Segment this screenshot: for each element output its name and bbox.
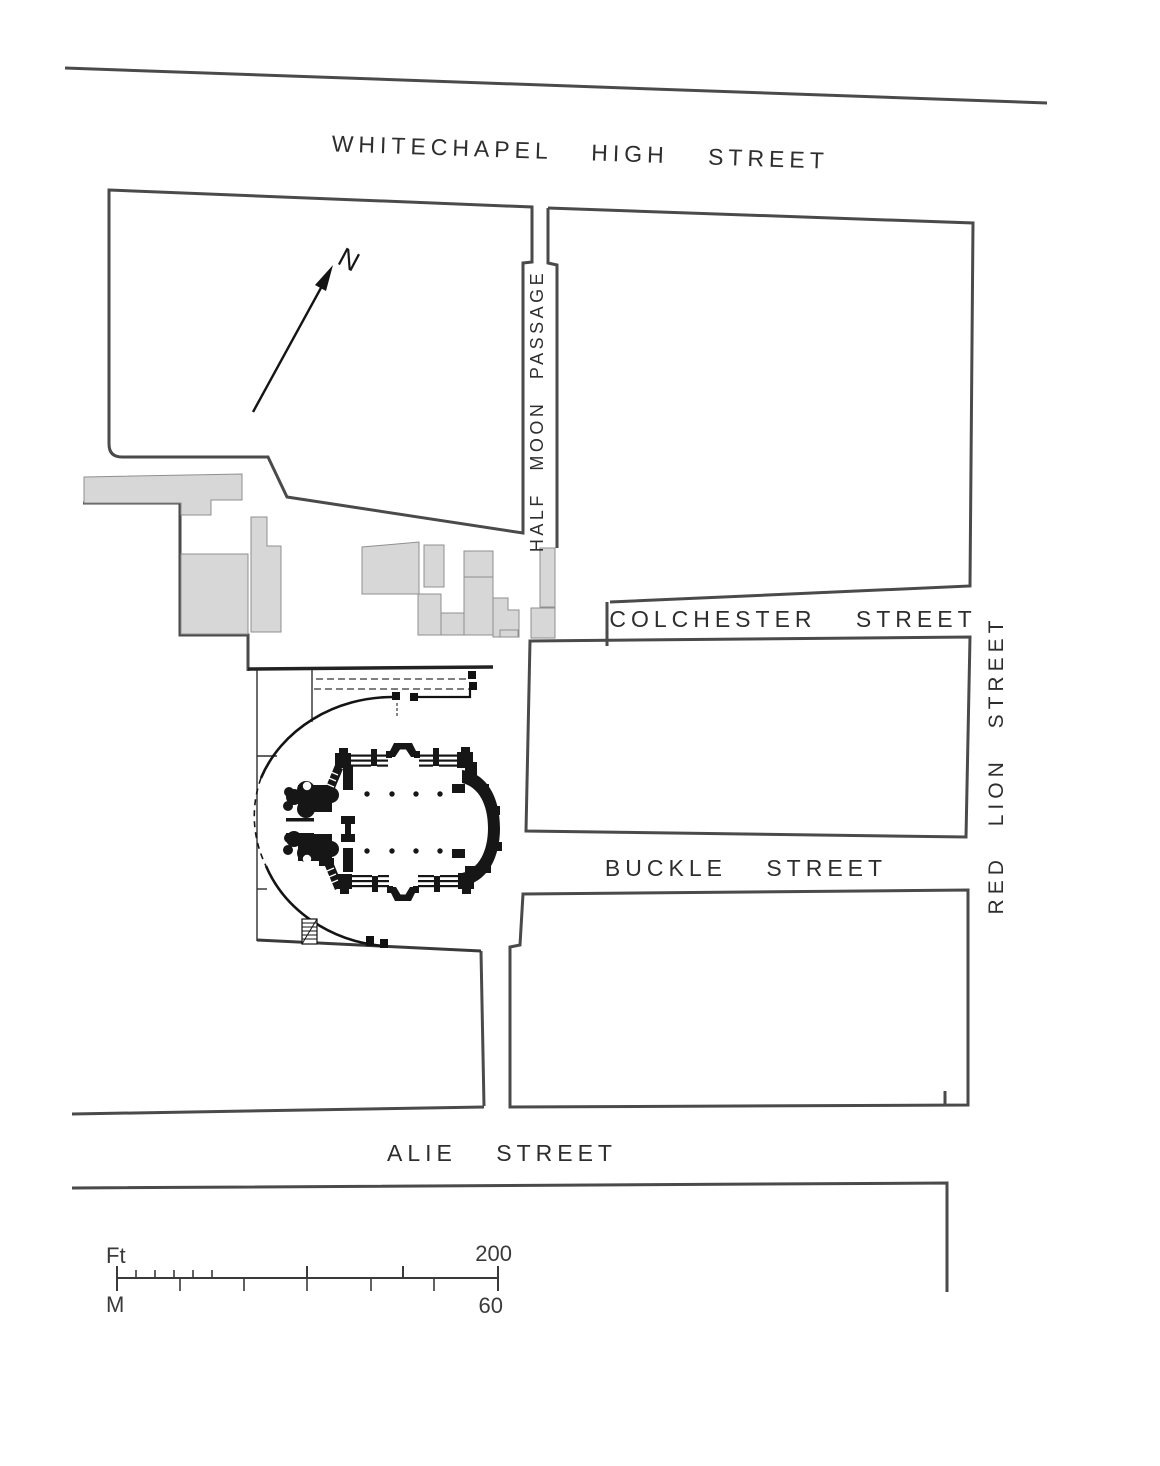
gate-post bbox=[392, 692, 400, 700]
scale-feet-unit: Ft bbox=[106, 1243, 126, 1268]
building bbox=[181, 554, 248, 634]
scale-meters-unit: M bbox=[106, 1292, 125, 1317]
building bbox=[540, 548, 555, 607]
scale-feet-max: 200 bbox=[475, 1241, 512, 1266]
building bbox=[418, 594, 441, 635]
buildings bbox=[84, 474, 555, 638]
label-whitechapel-high-street: WHITECHAPEL HIGH STREET bbox=[331, 130, 830, 174]
north-label: N bbox=[333, 241, 365, 278]
northwest-strut bbox=[319, 765, 343, 794]
label-half-moon-passage: HALF MOON PASSAGE bbox=[527, 269, 547, 553]
middle-east-block bbox=[526, 637, 970, 837]
gate-post bbox=[410, 693, 418, 701]
churchyard-south-line bbox=[72, 1107, 484, 1114]
stairs-icon bbox=[302, 919, 317, 944]
scale-bar bbox=[117, 1266, 498, 1291]
church-plan bbox=[283, 743, 502, 901]
building bbox=[464, 551, 493, 635]
label-buckle-street: BUCKLE STREET bbox=[604, 855, 888, 881]
street-labels bbox=[331, 130, 1008, 1166]
building bbox=[441, 613, 464, 635]
scale-meters-max: 60 bbox=[478, 1293, 503, 1318]
building bbox=[424, 545, 444, 587]
churchyard-east-edge bbox=[481, 951, 484, 1106]
churchyard-north-wall bbox=[248, 667, 493, 669]
railing-line bbox=[416, 690, 470, 697]
building bbox=[84, 474, 242, 515]
carriage-drive-arc-dashed bbox=[254, 778, 266, 866]
north-arrowhead bbox=[315, 265, 333, 291]
label-alie-street: ALIE STREET bbox=[387, 1140, 617, 1166]
gate-post bbox=[468, 671, 476, 679]
southeast-block bbox=[510, 890, 968, 1107]
building bbox=[362, 542, 419, 594]
building bbox=[500, 630, 518, 637]
gate-post bbox=[380, 939, 388, 948]
northeast-block-passage-edge bbox=[548, 208, 557, 548]
label-red-lion-street: RED LION STREET bbox=[985, 615, 1008, 915]
building bbox=[251, 517, 281, 632]
whitechapel-street-line bbox=[65, 68, 1047, 103]
northeast-block bbox=[548, 208, 973, 602]
carriage-drive-arc bbox=[266, 866, 383, 946]
alie-south-strip bbox=[72, 1183, 947, 1292]
gate-post bbox=[366, 936, 374, 946]
street-block-outlines bbox=[65, 68, 1047, 1292]
gate-post bbox=[469, 682, 477, 690]
scale-bar-labels bbox=[106, 1241, 512, 1318]
building bbox=[531, 608, 555, 638]
north-arrow-icon bbox=[253, 242, 364, 412]
nave-columns bbox=[364, 791, 442, 853]
label-colchester-street: COLCHESTER STREET bbox=[609, 606, 977, 632]
